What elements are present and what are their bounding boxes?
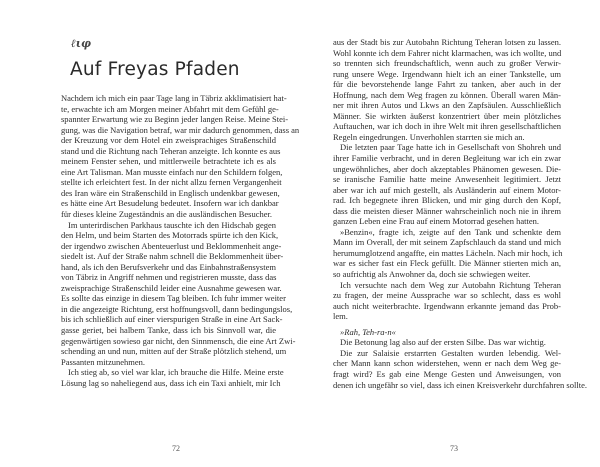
chapter-ornament: ℓιφ — [71, 37, 91, 50]
text-line: gung, was die Navigation betraf, war mir dadurch genommen, dass an — [61, 124, 300, 135]
text-line: Regeln eingedrungen. Unverhohlen starrten sie mich an. — [333, 131, 525, 142]
left-page-text — [61, 93, 300, 388]
text-line: rad. Ich begegnete ihren Blicken, und mir ging durch den Kopf, — [333, 195, 561, 206]
text-line: für die bevorstehende lange Fahrt zu tanken, aber auch in der — [333, 79, 561, 90]
text-line: Mann im Overall, der mit seinem Zapfschlauch da stand und mich — [333, 237, 561, 248]
text-line: aber war ich auf mich gestellt, als Ausländerin auf einem Motor- — [333, 184, 561, 195]
text-line: dass die meisten dieser Männer wahrscheinlich noch nie in ihrem — [333, 205, 561, 216]
text-line: Es sollte das einzige in diesem Tag bleiben. Ich fuhr immer weiter — [61, 293, 286, 304]
text-line: es hätte eine Art Besudelung bedeutet. Insofern war ich dankbar — [61, 198, 279, 209]
text-line: gasse geriet, bei halbem Tanke, dass ich bis Sinnvoll war, die — [61, 325, 276, 336]
page-number: 73 — [450, 444, 458, 453]
text-line: Die letzten paar Tage hatte ich in Gesellschaft von Shohreh und — [340, 142, 561, 153]
text-line: rung unsere Wege. Irgendwann hielt ich an einer Tankstelle, um — [333, 68, 561, 79]
text-line: Nachdem ich mich ein paar Tage lang in Täbriz akklimatisiert hat- — [61, 93, 287, 103]
text-line: Die Betonung lag also auf der ersten Silbe. Das war wichtig. — [340, 337, 546, 348]
text-line: Ich stieg ab, so viel war klar, ich brauche die Hilfe. Meine erste — [68, 367, 284, 378]
text-line: cher Mann kann schon widerstehen, wenn er nach dem Weg ge- — [333, 358, 561, 369]
text-line: herumumglotzend angaffte, ein mattes Lächeln. Nach mir hoch, ich — [333, 247, 563, 258]
page-number: 72 — [172, 444, 180, 453]
text-line: »Rah, Teh-ra-n« — [340, 326, 396, 337]
text-line: so trennten sich freundschaftlich, wenn auch zu großer Verwir- — [333, 58, 561, 69]
text-line: so aufrichtig als Anwohner da, doch sie schwiegen weiter. — [333, 269, 531, 280]
text-line: aus der Stadt bis zur Autobahn Richtung Teheran lotsen zu lassen. — [333, 37, 561, 47]
text-line: Die zur Salaisie erstarrten Gestalten wurden lebendig. Wel- — [340, 347, 561, 358]
text-line: ihrer Familie verbracht, und in deren Begleitung war ich ein zwar — [333, 153, 561, 164]
text-line: Lösung lag so naheliegend aus, dass ich ein Taxi anhielt, mir Ich — [61, 377, 281, 388]
text-line: der Kreuzung vor dem Hotel ein zweisprachiges Straßenschild — [61, 135, 276, 146]
text-line: se iranische Familie hatte meine Anwesenheit legitimiert. Jetzt — [333, 174, 561, 185]
text-line: ner mit ihren Autos und Lkws an den Zapfsäulen. Ausschließlich — [333, 100, 561, 111]
text-line: ganzen Leben eine Frau auf einem Motorrad gesehen hatten. — [333, 216, 540, 227]
text-line: Auftauchen, war ich doch in ihre Welt mit ihren gesellschaftlichen — [333, 121, 561, 132]
text-line: Wohl konnte ich dem Fahrer nicht klarmachen, was ich wollte, und — [333, 47, 562, 58]
text-line: war es sicher fast ein Fleck gefüllt. Die Männer stierten mich an, — [333, 258, 561, 269]
text-line: stand und die Richtung nach Teheran anzeigte. Ich konnte es aus — [61, 145, 281, 156]
text-line: meinem Fenster sehen, und mittlerweile betrachtete ich es als — [61, 156, 276, 167]
text-line: eine Art Talisman. Man musste einfach nur den Schildern folgen, — [61, 166, 283, 177]
text-line: lem. — [333, 311, 348, 322]
text-line: ungewöhnliches, aber doch akzeptables Phänomen gewesen. Die- — [333, 163, 561, 174]
text-line: siedelt ist. Auf der Straße nahm schnell die Beklommenheit über- — [61, 251, 284, 262]
text-line: zweisprachige Straßenschild leider eine Ausnahme gewesen war. — [61, 282, 282, 293]
text-line: des Iran wäre ein Straßenschild in Englisch undenkbar gewesen, — [61, 187, 280, 198]
text-line: fragt wird? Es gab eine Menge Gesten und Anweisungen, von — [333, 368, 561, 379]
text-line: für dieses kleine Zugeständnis an die ausländischen Besucher. — [61, 209, 273, 220]
text-line: den Helm, und beim Starten des Motorrads spürte ich den Kick, — [61, 230, 279, 241]
text-line: stellte ich erleichtert fest. In der nicht allzu fernen Vergangenheit — [61, 177, 282, 188]
text-line: von Täbriz in Angriff nehmen und registrieren musste, dass das — [61, 272, 277, 283]
text-line: spannter Erwartung wie zu Beginn jeder langen Reise. Meine Stei- — [61, 114, 289, 125]
text-line: Im unterirdischen Parkhaus tauschte ich den Hidschab gegen — [68, 219, 276, 230]
text-line: Passanten mitzunehmen. — [61, 356, 146, 367]
text-line: denen ich ungefähr so viel, dass ich einen Kreisverkehr durchfahren sollte. — [333, 379, 587, 390]
text-line: der irgendwo zwischen Abenteuerlust und Beklommenheit ange- — [61, 240, 282, 251]
text-line: in die angezeigte Richtung, erst hoffnungsvoll, dann bedingungslos, — [61, 303, 293, 314]
text-line: zu fragen, der meine Aussprache war so schlecht, dass es wohl — [333, 290, 561, 301]
text-line: Ich versuchte nach dem Weg zur Autobahn Richtung Teheran — [340, 279, 561, 290]
text-line: bis ich schließlich auf einer vierspurigen Straße in eine Art Sack- — [61, 314, 283, 325]
right-page — [300, 0, 600, 467]
text-line: Hoffnung, nach dem Weg fragen zu können. Überall waren Män- — [333, 89, 561, 100]
text-line: hand, als ich den Berufsverkehr und das Einbahnstraßensystem — [61, 261, 276, 272]
chapter-title: Auf Freyas Pfaden — [70, 59, 240, 80]
right-page-text — [333, 37, 587, 390]
text-line: gegenwärtigen sowieso gar nicht, den Sinnmensch, die eine Art Zwi- — [61, 335, 296, 346]
text-line: te, erwachte ich am Morgen meiner Abfahrt mit dem Gefühl ge- — [61, 103, 279, 114]
text-line: Männer. Sie wirkten äußerst konzentriert über mein plötzliches — [333, 110, 561, 121]
text-line: auch nicht weiterbrachte. Irgendwann erkannte jemand das Prob- — [333, 300, 561, 311]
text-line: schending an und nun, mitten auf der Straße plötzlich stehend, um — [61, 346, 287, 357]
text-line: »Benzin«, fragte ich, zeigte auf den Tank und schenkte dem — [340, 226, 561, 237]
